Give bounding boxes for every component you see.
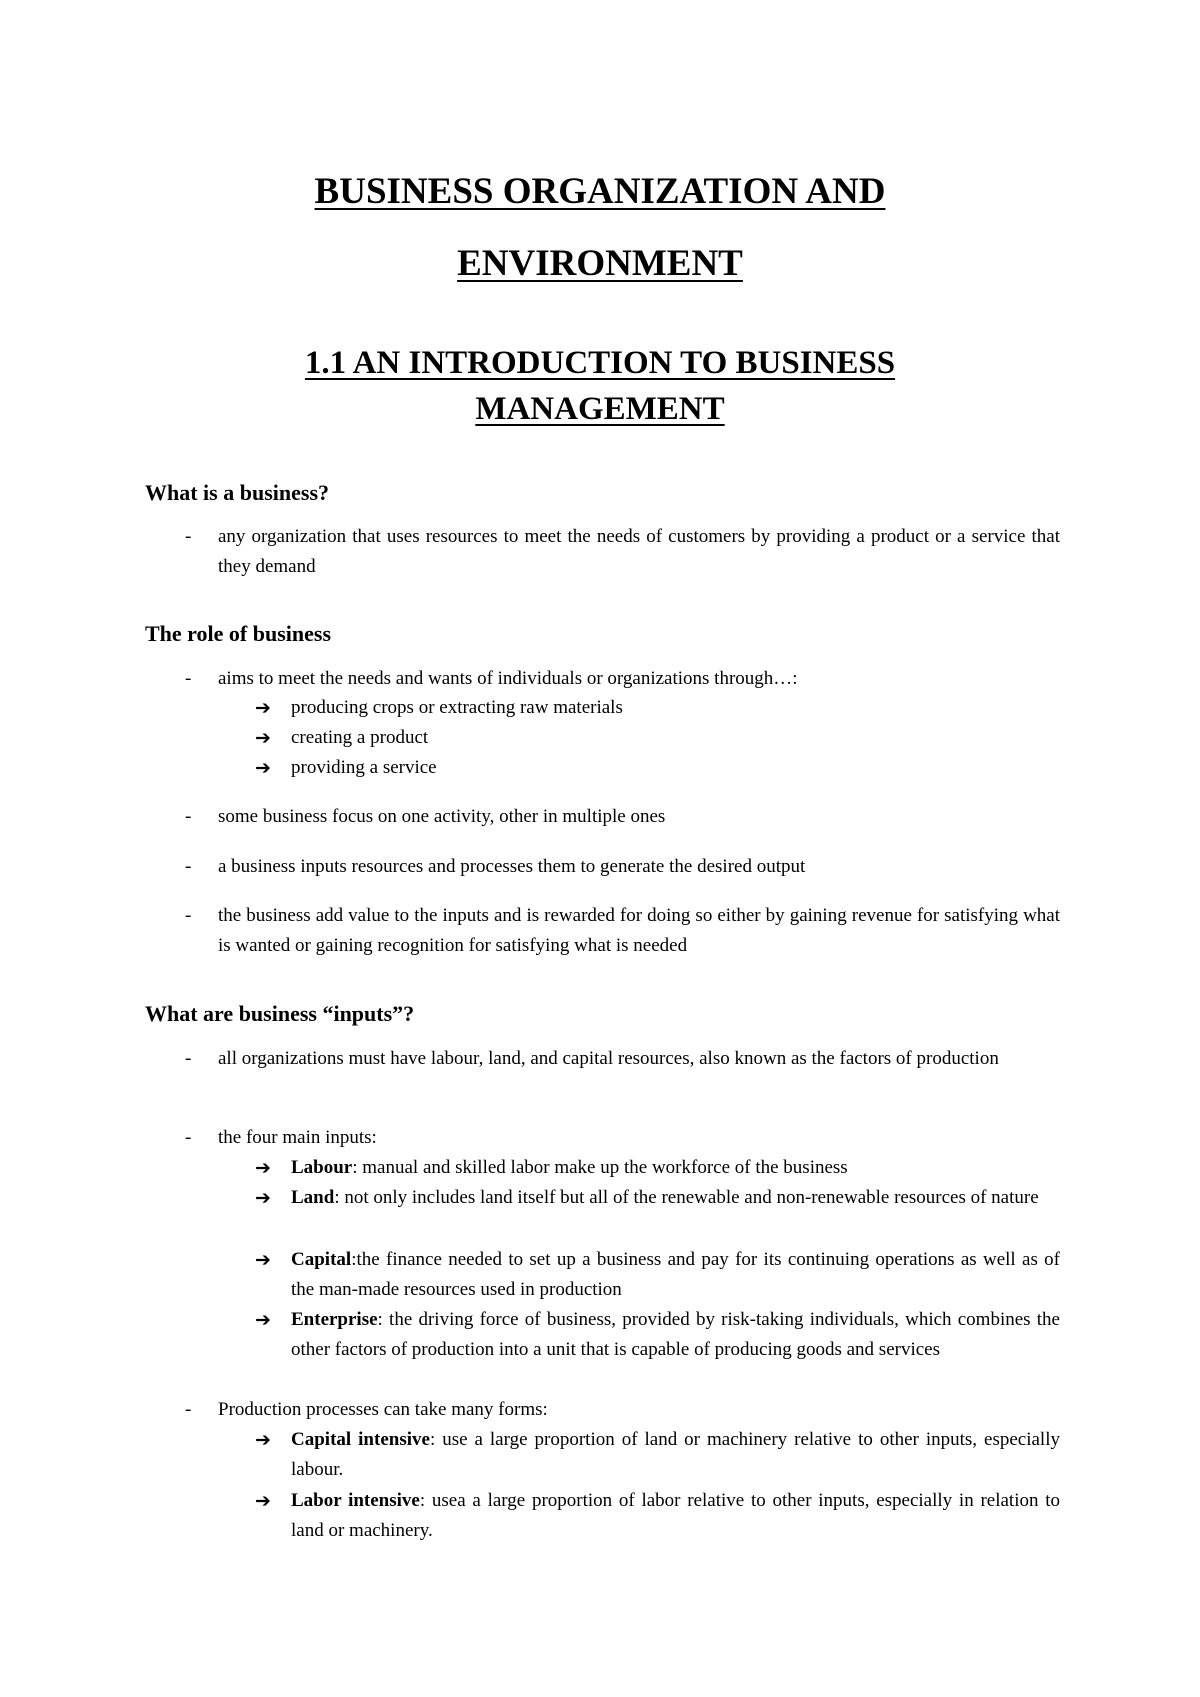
heading-what-is-business: What is a business? [145, 480, 330, 505]
dash-bullet: - [185, 806, 192, 827]
input-item-capital: ➔ Capital:the finance needed to set up a business and pay for its continuing operations as well as of the man-made resources used in production [255, 1245, 1060, 1305]
term: Capital intensive [291, 1429, 430, 1450]
heading-business-inputs: What are business “inputs”? [145, 1001, 415, 1026]
arrow-bullet-icon: ➔ [255, 1490, 271, 1512]
input-item-labour: ➔ Labour: manual and skilled labor make up the workforce of the business [255, 1153, 1060, 1183]
input-item-enterprise: ➔ Enterprise: the driving force of business, provided by risk-taking individuals, which combines the other factors of production into a unit that is capable of producing goods and services [255, 1305, 1060, 1365]
form-item-labor-intensive: ➔ Labor intensive: usea a large proportion of labor relative to other inputs, especially in relation to land or machinery. [255, 1486, 1060, 1546]
list-item: - some business focus on one activity, other in multiple ones [145, 802, 1060, 832]
sub-list-item: ➔ providing a service [255, 753, 1060, 783]
dash-bullet: - [185, 526, 192, 547]
dash-bullet: - [185, 668, 192, 689]
term: Capital [291, 1249, 352, 1270]
arrow-bullet-icon: ➔ [255, 1309, 271, 1331]
section-title-line-1: 1.1 AN INTRODUCTION TO BUSINESS [304, 345, 896, 381]
form-item-capital-intensive: ➔ Capital intensive: use a large proportion of land or machinery relative to other inputs, especially labour. [255, 1425, 1060, 1485]
arrow-bullet-icon: ➔ [255, 697, 271, 719]
term: Enterprise [291, 1309, 378, 1330]
heading-role-of-business: The role of business [145, 621, 332, 646]
arrow-bullet-icon: ➔ [255, 1157, 271, 1179]
dash-bullet: - [185, 1399, 192, 1420]
dash-bullet: - [185, 856, 192, 877]
arrow-bullet-icon: ➔ [255, 727, 271, 749]
list-item: - the four main inputs: [145, 1123, 1060, 1153]
list-item: - all organizations must have labour, land, and capital resources, also known as the factors of production [145, 1044, 1060, 1074]
list-item: - the business add value to the inputs and is rewarded for doing so either by gaining revenue for satisfying what is wanted or gaining recognition for satisfying what is needed [145, 901, 1060, 961]
section-title-line-2: MANAGEMENT [475, 391, 725, 427]
list-item: - Production processes can take many forms: [145, 1395, 1060, 1425]
sub-list-item: ➔ creating a product [255, 723, 1060, 753]
dash-bullet: - [185, 1127, 192, 1148]
list-item: - aims to meet the needs and wants of individuals or organizations through…: [145, 664, 1060, 694]
arrow-bullet-icon: ➔ [255, 1249, 271, 1271]
document-title-line-2: ENVIRONMENT [457, 243, 743, 284]
term: Labour [291, 1157, 353, 1178]
dash-bullet: - [185, 1048, 192, 1069]
term: Labor intensive [291, 1490, 420, 1511]
arrow-bullet-icon: ➔ [255, 757, 271, 779]
input-item-land: ➔ Land: not only includes land itself but all of the renewable and non-renewable resources of nature [255, 1183, 1060, 1213]
term: Land [291, 1187, 335, 1208]
dash-bullet: - [185, 905, 192, 926]
arrow-bullet-icon: ➔ [255, 1429, 271, 1451]
document-title-line-1: BUSINESS ORGANIZATION AND [314, 171, 886, 212]
document-title [0, 156, 1200, 300]
arrow-bullet-icon: ➔ [255, 1187, 271, 1209]
sub-list-item: ➔ producing crops or extracting raw materials [255, 693, 1060, 723]
list-item: - any organization that uses resources to meet the needs of customers by providing a product or a service that they demand [145, 522, 1060, 582]
list-item: - a business inputs resources and processes them to generate the desired output [145, 852, 1060, 882]
section-title [0, 340, 1200, 432]
